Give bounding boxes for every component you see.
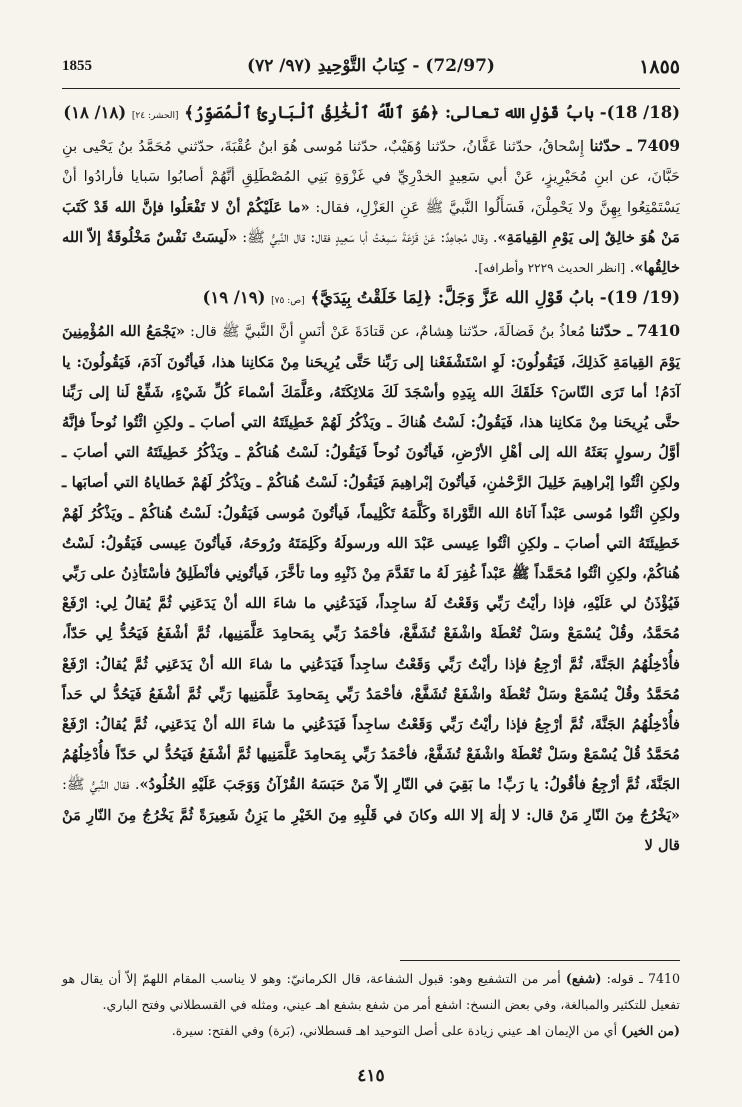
chapter-heading: (19/ 19)- بابُ قَوْلِ الله عَزَّ وَجَلَّ: ﴿لِمَا خَلَقْتُ بِيَدَيَّ﴾ [ص: ٧٥] (١٩/ ١٩) [202, 288, 680, 308]
hadith-number: 7410 [636, 321, 681, 341]
hadith-paragraph: 7409 ـ حدّثنا إِسْحاقُ، حدّثنا عَفَّانُ، حدّثنا وُهَيْبٌ، حدّثنا مُوسى هُوَ ابنُ عُقْبَةَ، حدّثني مُحَمَّدُ بنُ يَحْيى بنِ حَبَّانَ، عن ابنِ مُحَيْرِيزٍ، عَنْ أبي سَعِيدٍ الخدْرِيِّ في غَزْوَةِ بَنِي المُصْطَلِقِ أنَّهُمْ أصابُوا سَبايا فأرادُوا أنْ يَسْتَمْتِعُوا بِهِنَّ ولا يَحْمِلْنَ، فَسَأَلُوا النَّبيَّ ﷺ عَنِ العَزْلِ، فقال: «ما عَلَيْكُمْ أنْ لا تَفْعَلُوا فإنَّ الله قَدْ كَتَبَ مَنْ هُوَ خالِقٌ إلى يَوْمِ القِيامَةِ». وقال مُجاهِدٌ: عَنْ قَزَعَةَ سَمِعْتُ أبا سَعِيدٍ فقال: قال النَّبيُّ ﷺ: «لَيسَتْ نَفْسٌ مَخْلُوقَةٌ إلاّ الله خالِقُها». [انظر الحديث ٢٢٢٩ وأطرافه]. [62, 136, 681, 277]
footnote: 7410 ـ قوله: (شفع) أمر من التشفيع وهو: قبول الشفاعة، قال الكرمانيّ: وهو لا يناسب المقام اللهمّ إلاّ أن يقال هو تفعيل للتكثير والمبالغة، وفي بعض النسخ: اشفع أمر من شفع بشفع اهـ عيني، ومثله في القسطلاني وفتح الباري. [62, 971, 680, 1012]
hadith-number: 7409 [636, 136, 681, 156]
header-divider [62, 88, 680, 89]
footnote-divider [400, 960, 680, 961]
footer-page-number: ٤١٥ [357, 1066, 385, 1086]
running-title: (72/97) - كِتابُ التَّوْحِيدِ (٩٧/ ٧٢) [247, 56, 495, 76]
footnote: (من الخير) أي من الإيمان اهـ عيني زيادة على أصل التوحيد اهـ قسطلاني، (بَرة) وفي الفتح: سيرة. [171, 1023, 680, 1038]
page-header [62, 52, 680, 86]
footnotes [62, 966, 680, 1044]
page-number-arabic: ١٨٥٥ [639, 56, 680, 78]
main-text [62, 98, 680, 861]
chapter-heading: (18/ 18)- بابُ قَوْلِ الله تعالى: ﴿هُوَ ٱللَّهُ ٱلْخَٰلِقُ ٱلْبَارِئُ ٱلْمُصَوِّرُ﴾ [الحشر: ٢٤] (١٨/ ١٨) [63, 103, 680, 122]
page-number-latin: 1855 [62, 58, 92, 74]
hadith-paragraph: 7410 ـ حدّثنا مُعاذُ بنُ فَضالَةَ، حدّثنا هِشامٌ، عن قَتادَةَ عَنْ أنَسٍ أنَّ النَّبيَّ ﷺ قال: «يَجْمَعُ الله المُؤْمِنِينَ يَوْمَ القِيامَةِ كَذلِكَ، فَيَقُولُونَ: لَوِ اسْتَشْفَعْنا إلى رَبِّنا حَتَّى يُرِيحَنا مِنْ مَكانِنا هذا، فَيأتُونَ آدَمَ، فَيَقُولُونَ: يا آدَمُ! أما تَرَى النّاسَ؟ خَلَقَكَ الله بِيَدِهِ وأسْجَدَ لَكَ مَلائِكَتَهُ، وعَلَّمَكَ أسْماءَ كُلِّ شَيْءٍ، شَفِّعْ لَنا إلى رَبِّنا حتَّى يُرِيحَنا مِنْ مَكانِنا هذا، فَيَقُولُ: لَسْتُ هُناكَ ـ ويَذْكُرُ لَهُمْ خَطِيئَتَهُ التي أصابَ ـ ولكِنِ ائْتُوا نُوحاً فإنَّهُ أوَّلُ رسولٍ بَعَثَهُ الله إلى أهْلِ الأرْضِ، فَيأتُونَ نُوحاً فَيَقُولُ: لَسْتُ هُناكُمْ ـ ويَذْكُرُ خَطِيئَتَهُ التي أصابَ ـ ولكِنِ ائْتُوا إبْراهِيمَ خَلِيلَ الرَّحْمٰنِ، فَيأتُونَ إبْراهِيمَ فَيَقُولُ: لَسْتُ هُناكُمْ ـ ويَذْكُرُ لَهُمْ خَطاياهُ التي أصابَها ـ ولكِنِ ائْتُوا مُوسى عَبْداً آتاهُ الله التَّوْراةَ وكَلَّمَهُ تَكْلِيماً، فَيأتُونَ مُوسى فَيَقُولُ: لَسْتُ هُناكُمْ ـ ويَذْكُرُ لَهُمْ خَطِيئَتَهُ التي أصابَ ـ ولكِنِ ائْتُوا عِيسى عَبْدَ الله ورسولَهُ وكَلِمَتَهُ ورُوحَهُ، فَيأتُونَ عِيسى فَيَقُولُ: لَسْتُ هُناكُمْ، ولكِنِ ائْتُوا مُحَمَّداً ﷺ عَبْداً غُفِرَ لَهُ ما تَقَدَّمَ مِنْ ذَنْبِهِ وما تأخَّرَ، فَيأتُونِي فأنْطَلِقُ فأسْتَأذِنُ على رَبِّي فَيُؤْذَنُ لي عَلَيْهِ، فإذا رأيْتُ رَبِّي وَقَعْتُ لَهُ ساجِداً، فَيَدَعُنِي ما شاءَ الله أنْ يَدَعَنِي ثُمَّ يُقالُ لِي: ارْفَعْ مُحَمَّدُ، وقُلْ يُسْمَعْ وسَلْ تُعْطَهْ واشْفَعْ تُشَفَّعْ، فأحْمَدُ رَبِّي بِمَحامِدَ عَلَّمَنِيها، ثُمَّ أشْفَعُ فَيَحُدُّ لِي حَدّاً، فأُدْخِلُهُمُ الجَنَّةَ، ثُمَّ أرْجِعُ فإذا رأيْتُ رَبِّي وَقَعْتُ ساجِداً فَيَدَعُنِي ما شاءَ الله أنْ يَدَعَنِي ثُمَّ يُقالُ: ارْفَعْ مُحَمَّدُ وقُلْ يُسْمَعْ وسَلْ تُعْطَهْ واشْفَعْ تُشَفَّعْ، فأحْمَدُ رَبِّي بِمَحامِدَ عَلَّمَنِيها رَبِّي ثُمَّ أشْفَعُ فَيَحُدُّ لي حَداً فأُدْخِلُهُمُ الجَنَّةَ، ثُمَّ أرْجِعُ فإذا رأيْتُ رَبِّي وَقَعْتُ ساجِداً فَيَدَعُنِي ما شاءَ الله أنْ يَدَعَنِي، ثُمَّ يُقالُ: ارْفَعْ مُحَمَّدُ قُلْ يُسْمَعْ وسَلْ تُعْطَهْ واشْفَعْ تُشَفَّعْ، فأحْمَدُ رَبِّي بِمَحامِدَ عَلَّمَنِيها ثُمَّ أشْفَعُ فَيَحُدُّ لي حَدّاً فأُدْخِلُهُمُ الجَنَّةَ، ثُمَّ أرْجِعُ فأقُولُ: يا رَبِّ! ما بَقِيَ في النّارِ إلاّ مَنْ حَبَسَهُ القُرْآنُ وَوَجَبَ عَلَيْهِ الخُلُودُ». فقال النَّبيُّ ﷺ: «يَخْرُجُ مِنَ النّارِ مَنْ قال: لا إلٰهَ إلا الله وكانَ في قَلْبِهِ مِنَ الخَيْرِ ما يَزِنُ شَعِيرَةً ثُمَّ يَخْرُجُ مِنَ النّارِ مَنْ قال لا [62, 321, 681, 854]
